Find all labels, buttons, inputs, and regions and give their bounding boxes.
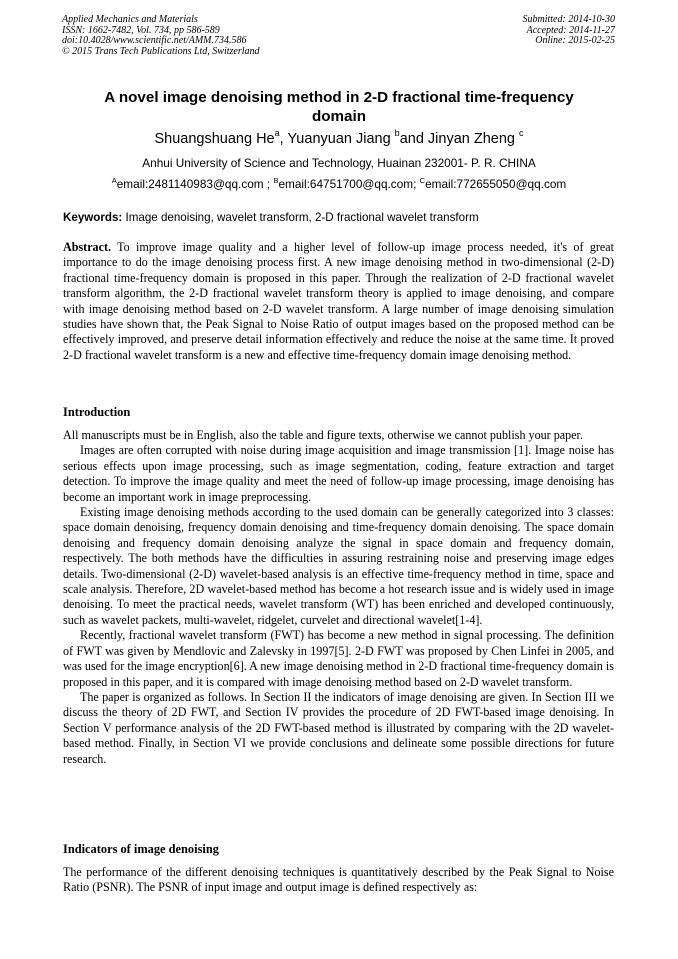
author-name: Yuanyuan Jiang	[283, 131, 391, 147]
section-heading-indicators: Indicators of image denoising	[63, 842, 219, 856]
submission-dates	[523, 15, 616, 47]
keywords-text: Image denoising, wavelet transform, 2-D fractional wavelet transform	[122, 211, 479, 224]
author-affil-mark: c	[519, 128, 524, 138]
abstract-text: To improve image quality and a higher level of follow-up image process needed, it's of great importance to do the image denoising process first. A new image denoising method in two-dimensional (2-D) fractional time-frequency domain is proposed in this paper. Through the realization of 2-D fractional wavelet transform algorithm, the 2-D fractional wavelet transform theory is applied to image denoising, and compare with image denoising method based on 2-D wavelet transform. A large number of image denoising simulation studies have shown that, the Peak Signal to Noise Ratio of output images based on the proposed method can be effectively improved, and preserve detail information effectively and reduce the noise at the same time. It proved 2-D fractional wavelet transform is a new and effective time-frequency domain image denoising method.	[63, 240, 614, 362]
introduction-body	[63, 428, 614, 767]
indicators-body	[63, 865, 614, 896]
author-name: and Jinyan Zheng	[399, 131, 515, 147]
email-mark: B	[273, 176, 279, 185]
paragraph: The performance of the different denoising techniques is quantitatively described by the Peak Signal to Noise Ratio (PSNR). The PSNR of input image and output image is defined respectively as:	[63, 865, 614, 895]
section-heading-introduction: Introduction	[63, 405, 131, 419]
paragraph: Existing image denoising methods according to the used domain can be generally categorized into 3 classes: space domain denoising, frequency domain denoising and time-frequency domain denoising. The space domain denoising and frequency domain denoising analyze the signal in space domain and frequency domain, respectively. The both methods have the difficulties in assuring restraining noise and preserving image edges details. Two-dimensional (2-D) wavelet-based analysis is an effective time-frequency method in time, space and scale analysis. Therefore, 2D wavelet-based method has become a hot research issue and is widely used in image denoising. To meet the practical needs, wavelet transform (WT) has been enriched and developed continuously, such as wavelet packets, multi-wavelet, ridgelet, curvelet and directional wavelet[1-4].	[63, 505, 614, 627]
submitted-date: Submitted: 2014-10-30	[522, 14, 615, 25]
abstract-label: Abstract.	[63, 240, 112, 254]
paragraph: All manuscripts must be in English, also the table and figure texts, otherwise we cannot publish your paper.	[63, 428, 583, 442]
paragraph: Images are often corrupted with noise during image acquisition and image transmission [1]. Image noise has serious effects upon image processing, such as image segmentation, coding, feature extraction and target detection. To improve the image quality and meet the need of follow-up image processing, image denoising has become an important work in image preprocessing.	[63, 443, 614, 504]
copyright-line: © 2015 Trans Tech Publications Ltd, Switzerland	[62, 45, 260, 57]
author-affil-mark: a	[274, 128, 280, 138]
issn-line: ISSN: 1662-7482, Vol. 734, pp 586-589	[62, 24, 220, 36]
author-name: Shuangshuang He	[154, 131, 275, 147]
email-list	[40, 177, 638, 191]
author-list	[60, 128, 618, 147]
accepted-date: Accepted: 2014-11-27	[526, 24, 615, 36]
affiliation: Anhui University of Science and Technology, Huainan 232001- P. R. CHINA	[142, 156, 536, 170]
keywords-label: Keywords:	[63, 211, 123, 224]
keywords	[63, 211, 615, 224]
paper-title: A novel image denoising method in 2-D fractional time-frequency domain	[104, 89, 574, 125]
email-mark: C	[419, 176, 426, 185]
paragraph: The paper is organized as follows. In Section II the indicators of image denoising are given. In Section III we discuss the theory of 2D FWT, and Section IV provides the procedure of 2D FWT-based image denoising. In Section V performance analysis of the 2D FWT-based method is illustrated by comparing with the 2D wavelet-based method. Finally, in Section VI we provide conclusions and delineate some possible directions for future research.	[63, 689, 614, 766]
paragraph: Recently, fractional wavelet transform (FWT) has become a new method in signal processing. The definition of FWT was given by Mendlovic and Zalevsky in 1997[5]. 2-D FWT was proposed by Chen Linfei in 2005, and was used for the image encryption[6]. A new image denoising method in 2-D fractional time-frequency domain is proposed in this paper, and it is compared with image denoising method based on 2-D wavelet transform.	[63, 628, 614, 689]
journal-meta	[62, 15, 260, 57]
email-address: email:2481140983@qq.com ;	[116, 177, 274, 191]
online-date: Online: 2015-02-25	[535, 35, 615, 47]
email-address: email:64751700@qq.com;	[278, 177, 420, 191]
doi-line: doi:10.4028/www.scientific.net/AMM.734.586	[62, 35, 247, 47]
email-mark: A	[111, 176, 117, 185]
author-affil-mark: b	[394, 128, 400, 138]
author-separator: ,	[279, 131, 284, 147]
abstract	[63, 240, 614, 363]
journal-name: Applied Mechanics and Materials	[62, 14, 198, 25]
email-address: email:772655050@qq.com	[425, 177, 567, 191]
